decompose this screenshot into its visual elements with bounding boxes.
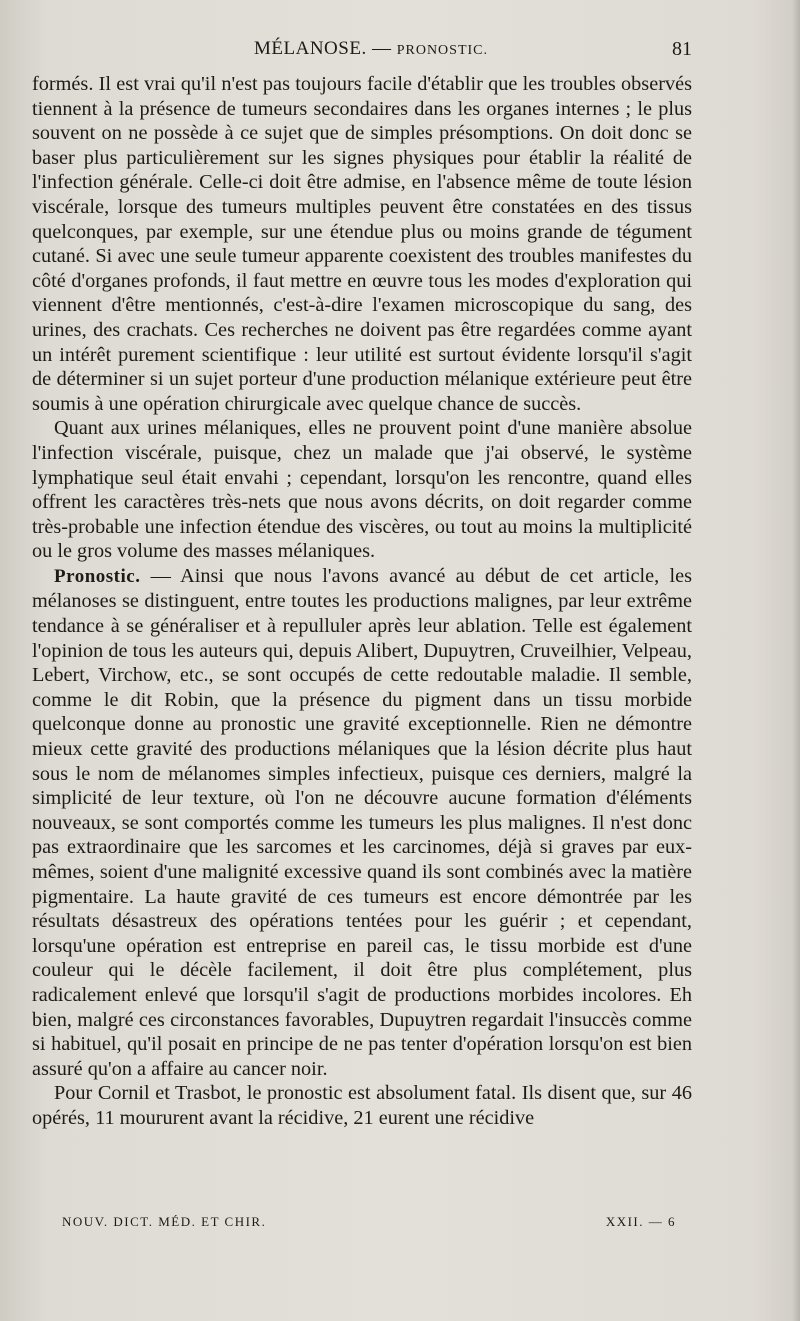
body-text: [32, 72, 692, 1131]
footer-signature: NOUV. DICT. MÉD. ET CHIR.: [62, 1214, 267, 1229]
page-number: 81: [672, 38, 692, 60]
page-edge-shadow: [792, 0, 800, 1321]
paragraph-cornil: Pour Cornil et Trasbot, le pronostic est absolument fatal. Ils disent que, sur 46 opérés, 11 moururent avant la récidive, 21 eurent une récidive: [32, 1082, 692, 1129]
header-section: PRONOSTIC.: [396, 43, 488, 58]
header-title: MÉLANOSE.: [254, 38, 367, 59]
header-separator: —: [371, 38, 392, 59]
paragraph-continuation: formés. Il est vrai qu'il n'est pas toujours facile d'établir que les troubles observés tiennent à la présence de tumeurs secondaires dans les organes internes ; le plus souvent on ne possède à ce sujet que de simples présomptions. On doit donc se baser plus particulièrement sur les signes physiques pour établir la réalité de l'infection générale. Celle-ci doit être admise, en l'absence même de toute lésion viscérale, lorsque des tumeurs multiples peuvent être constatées en des tissus quelconques, par exemple, sur une étendue plus ou moins grande de tégument cutané. Si avec une seule tumeur apparente coexistent des troubles manifestes du côté d'organes profonds, il faut mettre en œuvre tous les modes d'exploration qui viennent d'être mentionnés, c'est-à-dire l'examen microscopique du sang, des urines, des crachats. Ces recherches ne doivent pas être regardées comme ayant un intérêt purement scientifique : leur utilité est surtout évidente lorsqu'il s'agit de déterminer si un sujet porteur d'une production mélanique extérieure peut être soumis à une opération chirurgicale avec quelque chance de succès.: [32, 73, 692, 415]
running-title: [254, 38, 488, 60]
pronostic-heading: Pronostic.: [54, 565, 141, 587]
paragraph-pronostic: [32, 564, 692, 1081]
footer: [32, 1214, 692, 1234]
footer-volume: XXII. — 6: [605, 1214, 676, 1229]
paragraph-urines: Quant aux urines mélaniques, elles ne prouvent point d'une manière absolue l'infection viscérale, puisque, chez un malade que j'ai observé, le système lymphatique seul était envahi ; cependant, lorsqu'on les rencontre, quand elles offrent les caractères très-nets que nous avons décrits, on doit regarder comme très-probable une infection étendue des viscères, ou tout au moins la multiplicité ou le gros volume des masses mélaniques.: [32, 417, 692, 563]
running-head: [32, 38, 692, 62]
pronostic-text: — Ainsi que nous l'avons avancé au début de cet article, les mélanoses se distinguent, entre toutes les productions malignes, par leur extrême tendance à se généraliser et à repulluler après leur ablation. Telle est également l'opinion de tous les auteurs qui, depuis Alibert, Dupuytren, Cruveilhier, Velpeau, Lebert, Virchow, etc., se sont occupés de cette redoutable maladie. Il semble, comme le dit Robin, que la présence du pigment dans un tissu morbide quelconque donne au pronostic une gravité exceptionnelle. Rien ne démontre mieux cette gravité des productions mélaniques que la lésion décrite plus haut sous le nom de mélanomes simples infectieux, puisque ces derniers, malgré la simplicité de leur texture, où l'on ne découvre aucune formation d'éléments nouveaux, se sont comportés comme les tumeurs les plus malignes. Il n'est donc pas extraordinaire que les sarcomes et les carcinomes, déjà si graves par eux-mêmes, soient d'une malignité excessive quand ils sont combinés avec la matière pigmentaire. La haute gravité de ces tumeurs est encore démontrée par les résultats désastreux des opérations tentées pour les guérir ; et cependant, lorsqu'une opération est entreprise en pareil cas, le tissu morbide est d'une couleur qui le décèle facilement, il doit être plus complétement, plus radicalement enlevé que lorsqu'il s'agit de productions morbides incolores. Eh bien, malgré ces circonstances favorables, Dupuytren regardait l'insuccès comme si habituel, qu'il posait en principe de ne pas tenter d'opération lorsqu'on est bien assuré qu'on a affaire au cancer noir.: [32, 564, 692, 1080]
